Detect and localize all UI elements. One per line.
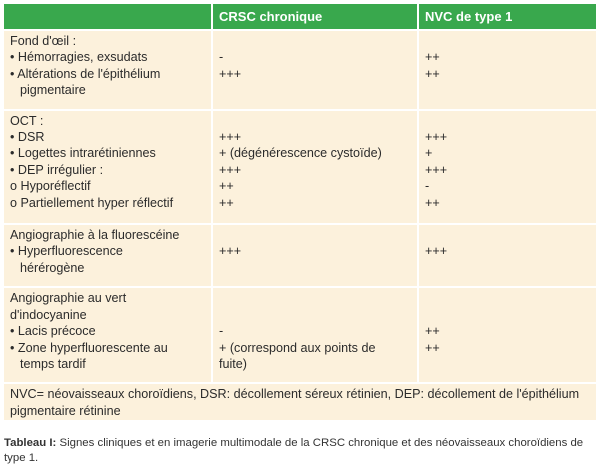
cell-line (425, 307, 590, 323)
cell-line (425, 82, 590, 98)
cell-line (219, 227, 411, 243)
cell-line: - (219, 50, 224, 65)
cell-line: hérérogène (20, 260, 85, 275)
cell-line: • Logettes intrarétiniennes (10, 146, 156, 161)
table-body (4, 30, 596, 383)
cell-crsc (212, 224, 418, 287)
cell-line (219, 290, 411, 306)
cell-line: + (425, 146, 433, 161)
table-header-row (4, 4, 596, 30)
cell-line: +++ (219, 162, 242, 177)
cell-line: Fond d'œil : (10, 34, 77, 48)
cell-line: Angiographie à la fluorescéine (10, 228, 180, 243)
footnote-row (4, 383, 596, 422)
cell-line: o Partiellement hyper réflectif (10, 195, 174, 210)
cell-line (425, 356, 590, 372)
cell-line: d'indocyanine (10, 307, 87, 322)
cell-line (219, 260, 411, 276)
comparison-table (4, 4, 596, 422)
cell-line: ++ (425, 50, 440, 65)
cell-line: • Zone hyperfluorescente au (10, 340, 168, 355)
table-row (4, 224, 596, 287)
table-panel (4, 4, 596, 420)
cell-line: +++ (425, 244, 448, 259)
cell-line: • Altérations de l'épithélium (10, 66, 161, 81)
cell-line: +++ (219, 66, 242, 81)
cell-line (219, 82, 411, 98)
table-row (4, 30, 596, 110)
cell-line: +++ (219, 244, 242, 259)
cell-line (219, 33, 411, 49)
cell-line (425, 33, 590, 49)
cell-line: Angiographie au vert (10, 291, 127, 306)
cell-line: ++ (425, 324, 440, 339)
table-caption (4, 436, 596, 466)
cell-line: fuite) (219, 356, 247, 371)
header-cell-nvc: NVC de type 1 (418, 4, 596, 30)
cell-label (4, 110, 212, 224)
table-row (4, 287, 596, 383)
cell-nvc (418, 110, 596, 224)
cell-line: OCT : (10, 113, 44, 128)
cell-label (4, 287, 212, 383)
cell-line: +++ (425, 130, 448, 145)
cell-crsc (212, 110, 418, 224)
cell-line: ++ (425, 195, 440, 210)
cell-nvc (418, 224, 596, 287)
header-cell-label (4, 4, 212, 30)
cell-label (4, 224, 212, 287)
cell-line: o Hyporéflectif (10, 179, 91, 194)
cell-line (219, 113, 411, 129)
cell-label (4, 30, 212, 110)
cell-crsc (212, 287, 418, 383)
cell-line: temps tardif (20, 356, 86, 371)
cell-line: • Lacis précoce (10, 324, 96, 339)
cell-line (425, 290, 590, 306)
cell-nvc (418, 30, 596, 110)
cell-nvc (418, 287, 596, 383)
cell-line: • Hyperfluorescence (10, 244, 123, 259)
cell-line: + (correspond aux points de (219, 340, 376, 355)
cell-line: ++ (425, 66, 440, 81)
header-cell-crsc: CRSC chronique (212, 4, 418, 30)
cell-line: +++ (219, 130, 242, 145)
caption-text: Signes cliniques et en imagerie multimodale de la CRSC chronique et des néovaisseaux choroïdiens de type 1. (4, 437, 584, 464)
cell-line (425, 113, 590, 129)
cell-line: +++ (425, 162, 448, 177)
cell-line (425, 260, 590, 276)
footnote-cell (4, 383, 596, 422)
table-row (4, 110, 596, 224)
cell-line: • DEP irrégulier : (10, 162, 104, 177)
cell-line: ++ (219, 179, 234, 194)
cell-line (425, 227, 590, 243)
cell-line (219, 307, 411, 323)
cell-line: pigmentaire (20, 83, 86, 98)
cell-line: • Hémorragies, exsudats (10, 50, 148, 65)
cell-line: - (425, 179, 430, 194)
cell-line: ++ (219, 195, 234, 210)
cell-line: ++ (425, 340, 440, 355)
caption-label: Tableau I: (4, 437, 57, 449)
footnote-text: NVC= néovaisseaux choroïdiens, DSR: décollement séreux rétinien, DEP: décollement de l'épithélium pigmentaire rétinine (10, 387, 580, 418)
cell-line: - (219, 324, 224, 339)
cell-line: + (dégénérescence cystoïde) (219, 146, 382, 161)
cell-crsc (212, 30, 418, 110)
cell-line: • DSR (10, 130, 45, 145)
